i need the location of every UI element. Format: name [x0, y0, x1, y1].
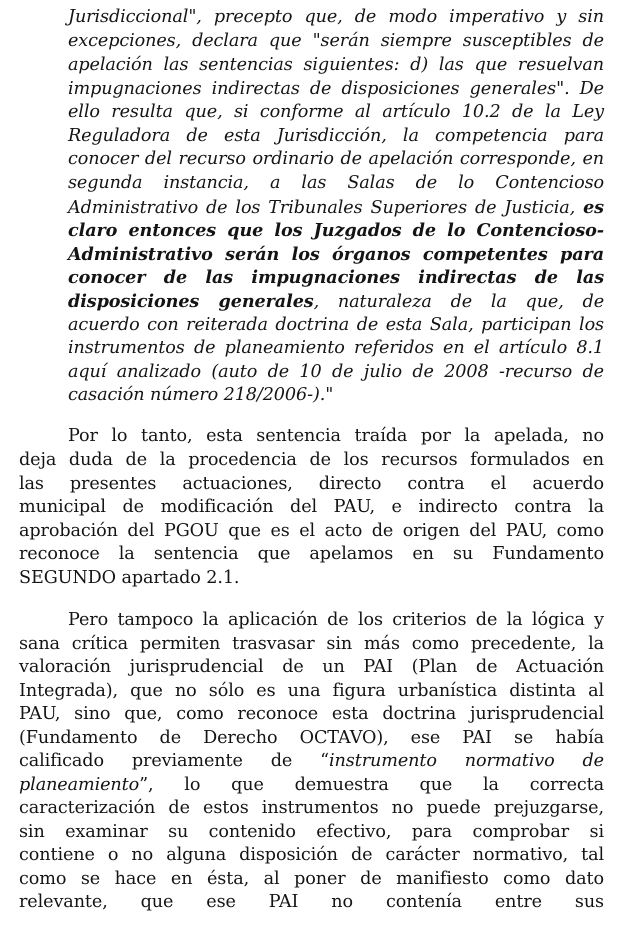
quote-emphasis-line: Administrativo serán los órganos competentes para [68, 244, 604, 265]
quote-line: Jurisdiccional", precepto que, de modo imperativo y sin [68, 7, 604, 27]
paragraph-line: Integrada), que no sólo es una figura urbanística distinta al [19, 681, 604, 701]
paragraph-line: valoración jurisprudencial de un PAI (Plan de Actuación [19, 657, 604, 677]
quote-line: apelación las sentencias siguientes: d) las que resuelvan [68, 55, 604, 75]
paragraph-line: PAU, sino que, como reconoce esta doctrina jurisprudencial [19, 704, 604, 724]
paragraph-line: caracterización de estos instrumentos no puede prejuzgarse, [19, 798, 604, 818]
paragraph-line: (Fundamento de Derecho OCTAVO), ese PAI se había [19, 728, 604, 748]
paragraph-line: deja duda de la procedencia de los recursos formulados en [19, 450, 604, 470]
paragraph-line: como se hace en ésta, al poner de manifiesto como dato [19, 869, 604, 889]
quote-line: ello resulta que, si conforme al artículo 10.2 de la Ley [68, 102, 604, 122]
quote-text: , naturaleza de la que, de [313, 292, 605, 312]
quote-emphasis: disposiciones generales [68, 291, 314, 312]
italic-term: planeamiento [19, 775, 140, 795]
paragraph-line: las presentes actuaciones, directo contra el acuerdo [19, 474, 604, 494]
italic-term: instrumento normativo de [329, 751, 604, 771]
quote-line: segunda instancia, a las Salas de lo Contencioso [68, 173, 604, 193]
paragraph-line: sana crítica permiten trasvasar sin más como precedente, la [19, 634, 604, 654]
quote-line: Reguladora de esta Jurisdicción, la competencia para [68, 126, 604, 146]
quote-line: acuerdo con reiterada doctrina de esta Sala, participan los [68, 315, 604, 335]
paragraph-text: calificado previamente de “ [19, 751, 330, 771]
paragraph-line: municipal de modificación del PAU, e indirecto contra la [19, 497, 604, 517]
quote-line: casación número 218/2006-)." [68, 385, 334, 405]
paragraph-line: reconoce la sentencia que apelamos en su Fundamento [19, 544, 604, 564]
quote-line: impugnaciones indirectas de disposiciones generales". De [68, 79, 604, 99]
paragraph-line: sin examinar su contenido efectivo, para comprobar si [19, 822, 604, 842]
paragraph-line: SEGUNDO apartado 2.1. [19, 568, 240, 588]
quote-line [68, 290, 604, 313]
paragraph-line [19, 774, 604, 797]
quote-line: aquí analizado (auto de 10 de julio de 2008 -recurso de [68, 362, 604, 382]
quote-line: instrumentos de planeamiento referidos en el artículo 8.1 [68, 338, 604, 358]
quote-line: conocer del recurso ordinario de apelación corresponde, en [68, 149, 604, 169]
quote-text: Administrativo de los Tribunales Superiores de Justicia, [68, 198, 576, 218]
paragraph-line: contiene o no alguna disposición de carácter normativo, tal [19, 845, 604, 865]
paragraph-line: Por lo tanto, esta sentencia traída por la apelada, no [68, 426, 604, 446]
paragraph-line: Pero tampoco la aplicación de los criterios de la lógica y [68, 610, 604, 630]
quote-emphasis-line: conocer de las impugnaciones indirectas de las [68, 267, 604, 288]
quote-line: excepciones, declara que "serán siempre susceptibles de [68, 31, 604, 51]
quote-emphasis: es [583, 197, 604, 218]
quote-line [68, 196, 604, 219]
paragraph-line: relevante, que ese PAI no contenía entre sus [19, 892, 604, 912]
paragraph-text: ”, lo que demuestra que la correcta [139, 775, 604, 795]
paragraph-line: aprobación del PGOU que es el acto de origen del PAU, como [19, 521, 604, 541]
quote-emphasis-line: claro entonces que los Juzgados de lo Contencioso- [68, 220, 604, 241]
paragraph-line [19, 750, 604, 773]
